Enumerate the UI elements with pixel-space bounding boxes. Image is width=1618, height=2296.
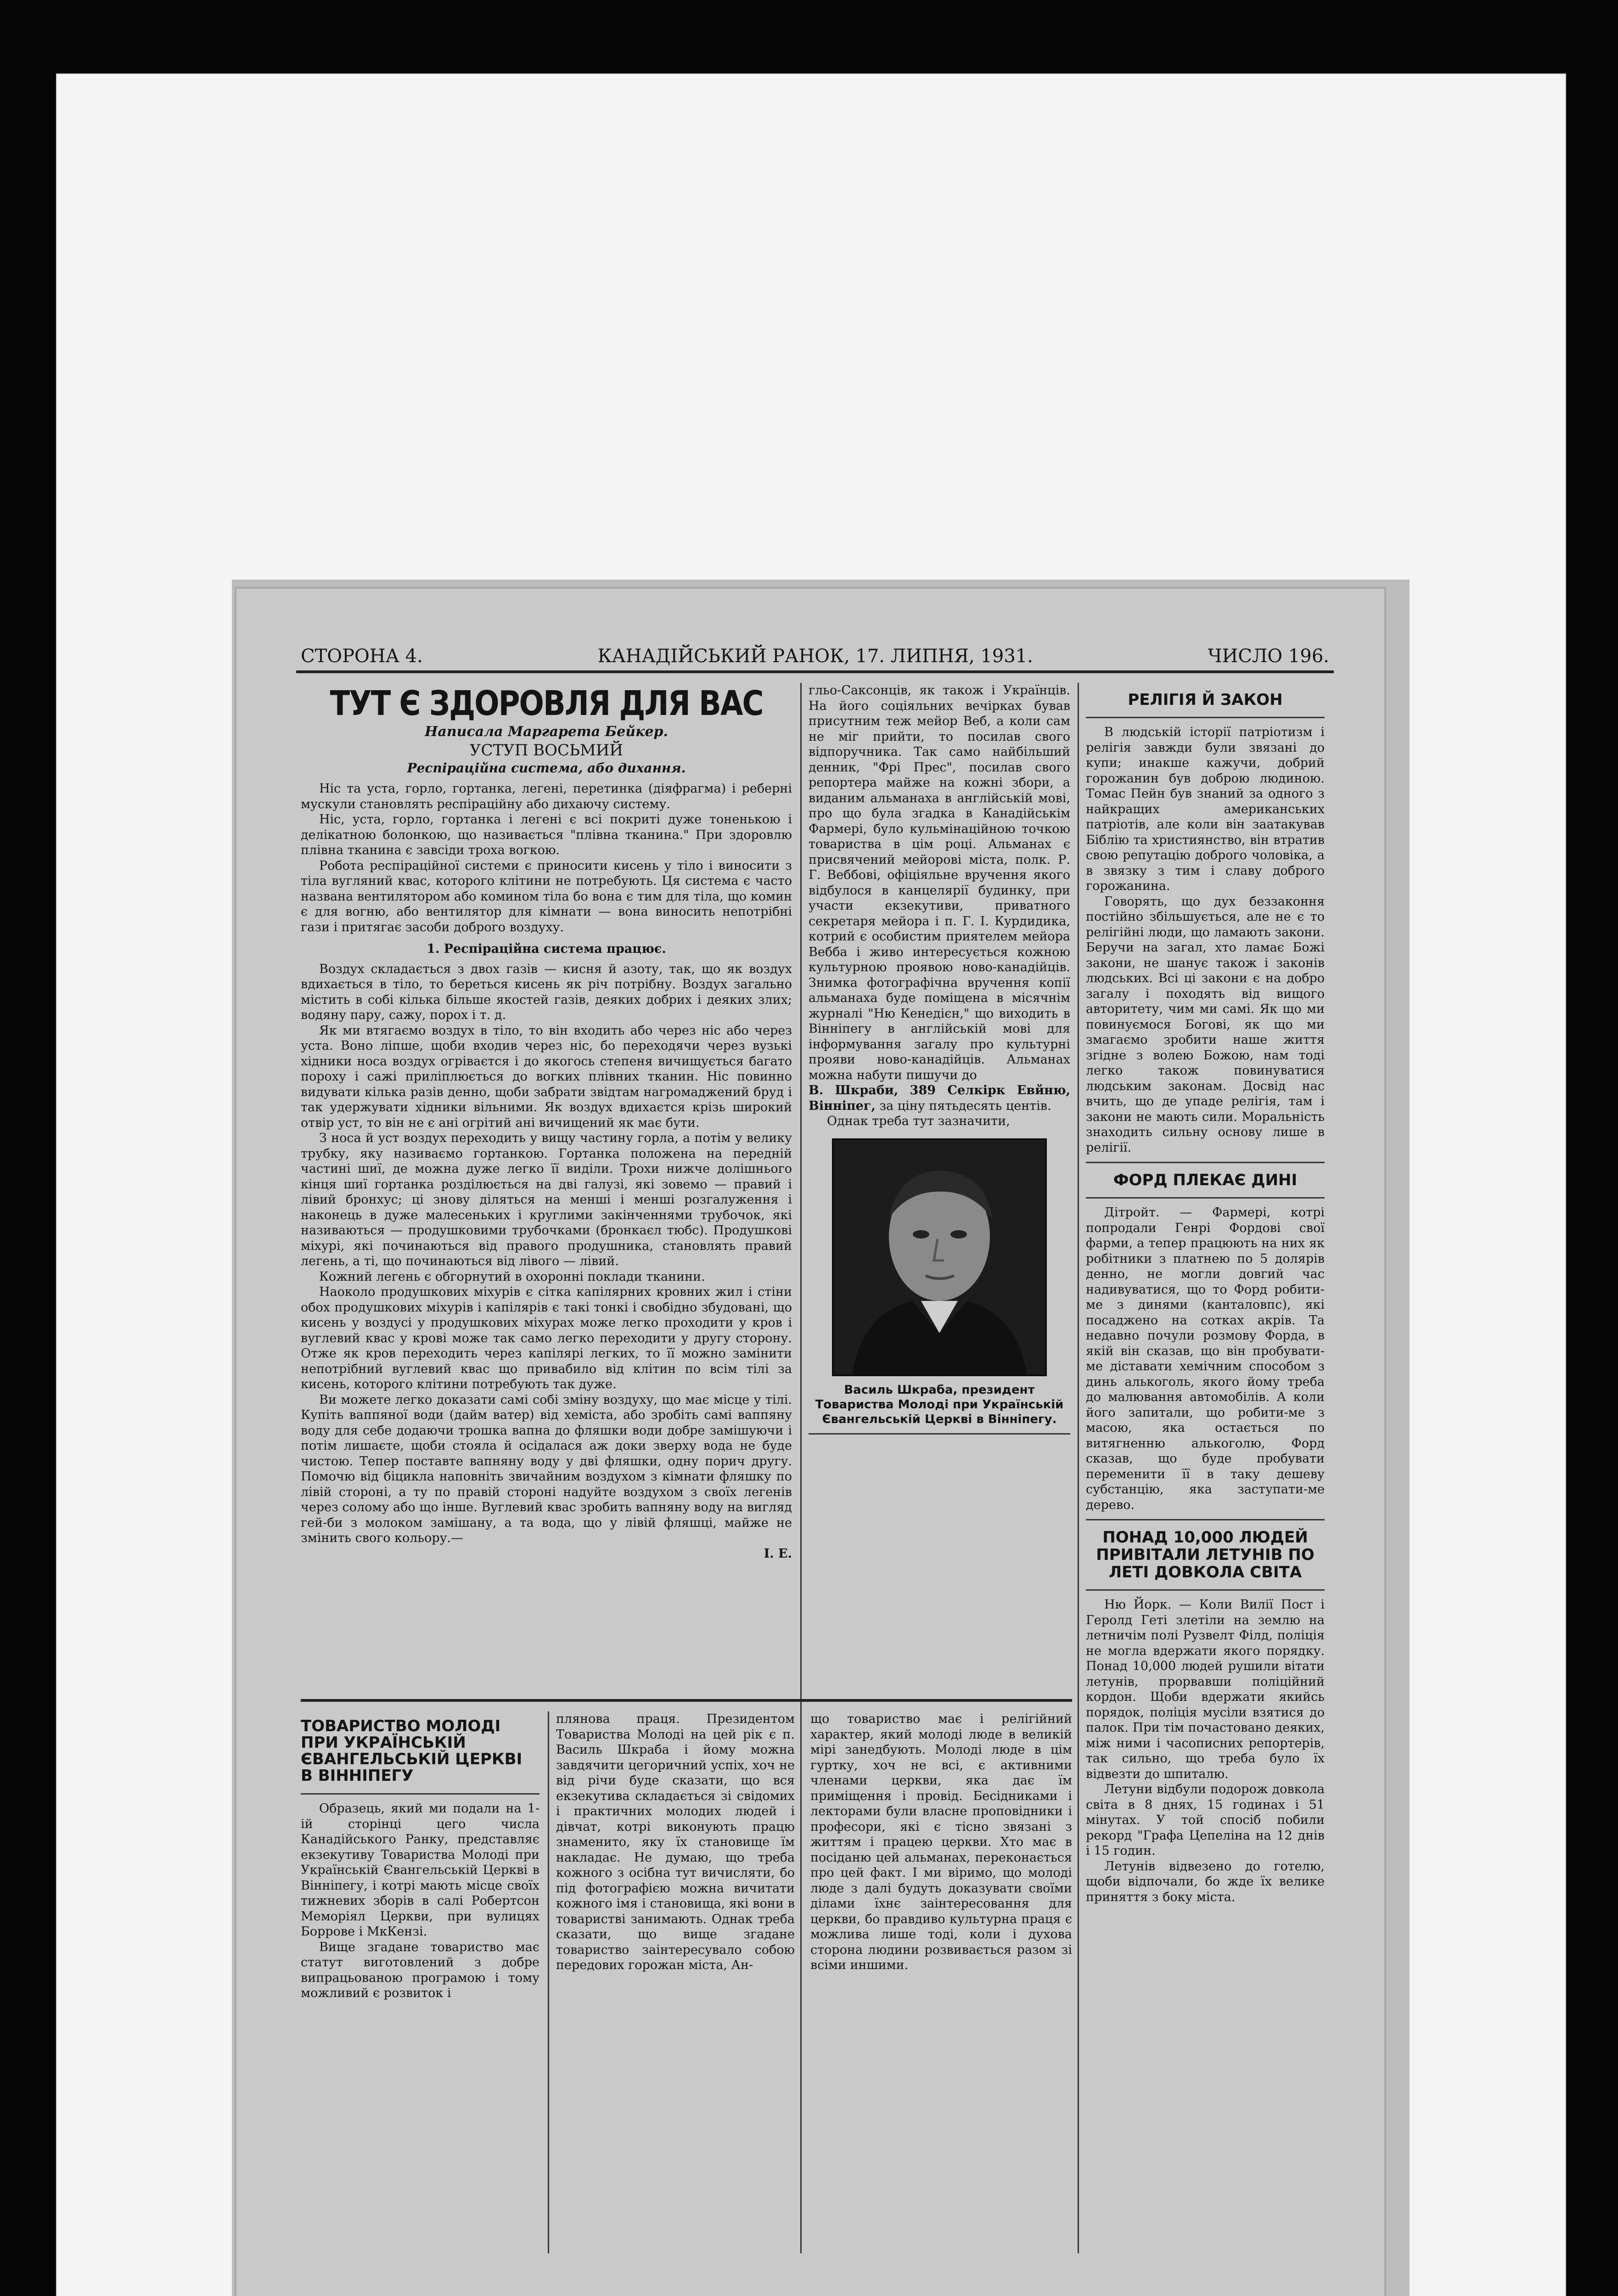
address: В. Шкраби, 389 Селкірк Евйню, Вінніпег, [809,1083,1070,1113]
portrait-photo [832,1138,1047,1376]
section-heading: 1. Респіраційна система працює. [427,942,666,956]
article-title: РЕЛІГІЯ Й ЗАКОН [1128,691,1283,709]
divider [1086,1197,1325,1199]
paragraph: Говорять, що дух беззаконня постійно збільшується, але не є то релігійні люди, що ламають закони. Беручи на загал, хто ламає Божі закони, не шанує також і законів людських. Всі ці закони є на добро загалу і походять від вищого авторитету, чим ми самі. Як що ми повинуємося Богові, як що ми змагаємо зробити наше життя згідне з волею Божою, нам тоді легко також повинуватися людським законам. Досвід нас вчить, що де упаде релігія, там і закони не мають сили. Моральність знаходить сильну основу лише в релігії. [1086,894,1325,1155]
header-rule [296,670,1334,673]
paragraph: Однак треба тут зазначити, [827,1114,1010,1128]
page-header [301,639,1329,667]
divider [1086,1162,1325,1163]
portrait-icon [834,1140,1045,1374]
column-rule [1078,683,1079,2253]
article-title: ПОНАД 10,000 ЛЮДЕЙ ПРИВІТАЛИ ЛЕТУНІВ ПО ЛЕТІ ДОВКОЛА СВІТА [1096,1528,1315,1581]
paragraph: плянова праця. Президентом Товариства Молоді на цей рік є п. Василь Шкраба і йому можна завдячити цегоричний успіх, хоч не від річи буде сказати, що вся екзекутива складається зі свідомих і практичних молодих людей і дівчат, котрі виконують працю знаменито, яку їх становище їм накладає. Не думаю, що треба кожного з осібна тут вичисляти, бо під фотографією можна вичитати кожного імя і становища, які вони в товаристві занимають. Однак треба сказати, що вище згадане товариство заінтересувало собою передових горожан міста, Ан- [556,1712,795,1972]
column-health-article [301,683,792,1561]
article-subtitle: Респіраційна система, або дихання. [407,760,686,776]
divider [809,1433,1070,1435]
society-col-1 [301,1711,539,2001]
paragraph: З носа й уст воздух переходить у вищу частину горла, а потім у велику трубку, яку називаємо гортанкою. Гортанка положена на передній частині шиї, де можна дуже легко її виділи. Трохи нижче долішнього кінця шиї гортанка розділюється на дві галузі, які зовемо — правий і лівий бронхус; ці знову діляться на менші і менші розгалуження і наконець в дуже малесеньких і круглими закінченнями трубочок, які називаються — продушковими трубочками (бронкаєл тюбс). Продушкові міхурі, які починаються від правого продушника, становлять правий легень, а ті, що починаються від лівого — лівий. [301,1131,792,1268]
column-society-continued [809,683,1070,1441]
paragraph: Ніс та уста, горло, гортанка, легені, перетинка (діяфрагма) і реберні мускули становлять респіраційну або дихаючу систему. [301,782,792,811]
divider [301,1793,539,1795]
divider [1086,1589,1325,1591]
paragraph: Наоколо продушкових міхурів є сітка капілярних кровних жил і стіни обох продушкових міхурів і капілярів є такі тонкі і свобідно збудовані, що кисень у воздусі у продушкових міхурах може легко проходити у кров і вуглевий квас у крові може так само легко переходити у другу сторону. Отже як кров переходить через капілярі легких, то її можно замінити непотрібний вуглевий квас що привабило від клітин по всім тілі за кисень, которого клітини потребують так дуже. [301,1285,792,1391]
header-issue-number: ЧИСЛО 196. [1208,646,1329,667]
society-col-2 [556,1711,795,1973]
paragraph: Кожний легень є обгорнутий в охоронні поклади тканини. [319,1269,705,1284]
paragraph: В людській історії патріотизм і релігія завжди були звязані до купи; инакше кажучи, добрий горожанин був доброю людиною. Томас Пейн був знаний за одного з найкращих американських патріотів, але коли він заатакував Біблію та християнство, він втратив свою репутацію доброго чоловіка, а в звязку з тим і славу доброго горожанина. [1086,725,1325,893]
address-tail: за ціну пятьдесять центів. [879,1098,1051,1113]
address-line [809,1083,1070,1114]
paragraph: Образець, який ми подали на 1-ій сторінці цего числа Канадійського Ранку, представляє екзекутиву Товариства Молоді при Українській Євангельській Церкві в Вінніпегу, і котрі мають місце своїх тижневих зборів в салі Робертсон Меморіял Церкви, при вулицях Боррове і МкКензі. [301,1801,539,1939]
paragraph: Ви можете легко доказати самі собі зміну воздуху, що має місце у тілі. Купіть ваппяної води (дайм ватер) від хеміста, або зробіть самі ваппяну воду для себе додаючи трошка вапна до фляшки води добре замішуючи і потім лишаєте, щоби стояла й осідалася аж доки зверху вода не буде чистою. Тепер поставте вапняну воду у дві фляшки, одну порич другу. Помочю від біцикла наповніть звичайним воздухом з кімнати фляшку по лівій стороні, а ту по правій стороні надуйте воздухом з своїх легенів через солому або що інше. Вуглевий квас зробить вапняну воду на вигляд гей-би з молоком замішану, а та вода, що у лівій фляшці, майже не змінить свого кольору.— [301,1392,792,1545]
article-part: УСТУП ВОСЬМИЙ [469,741,624,760]
newspaper-page [236,589,1384,2296]
header-masthead: КАНАДІЙСЬКИЙ РАНОК, 17. ЛИПНЯ, 1931. [597,646,1033,667]
paragraph: Летуни відбули подорож довкола світа в 8 днях, 15 годинах і 51 мінутах. У той спосіб побили рекорд "Графа Цепеліна на 12 днів і 15 годин. [1086,1782,1325,1858]
column-right [1086,683,1325,1905]
section-rule [301,1699,1072,1702]
column-rule [800,683,802,2253]
article-author: Написала Маргарета Бейкер. [425,723,668,740]
paragraph: Летунів відвезено до готелю, щоби відпочали, бо жде їх велике приняття з боку міста. [1086,1859,1325,1904]
article-title: ТОВАРИСТВО МОЛОДІ ПРИ УКРАЇНСЬКІЙ ЄВАНГЕЛЬСЬКІЙ ЦЕРКВІ В ВІННІПЕГУ [301,1717,522,1785]
paragraph: гльо-Саксонців, як також і Українців. На його соціяльних вечірках бував присутним теж мейор Веб, а коли сам не міг прийти, то посилав свого відпоручника. Так само найбільший денник, "Фрі Прес", посилав свого репортера майже на кожні збори, а виданим альманаха в англійській мові, про що була згадка в Канадійськім Фармері, було кульмінаційною точкою товариства в цім році. Альманах є присвячений мейорові міста, полк. Р. Г. Веббові, офіціяльне вручення якого відбулося в канцелярії будинку, при участи екзекутиви, приватного секретаря мейора і п. Г. І. Курдидика, котрий є особистим приятелем мейора Вебба і живо интересується кожною культурною проявою ново-канадійців. Знимка фотографічна вручення копії альманаха буде поміщена в місячнім журналі "Ню Кенедієн," що виходить в Вінніпегу в англійській мові для інформування загалу про культурні прояви ново-канадійців. Альманах можна набути пишучи до [809,683,1070,1082]
paragraph: що товариство має і релігійний характер, який молоді люде в великій мірі занедбують. Молоді люде в цім гуртку, хоч не всі, є активними членами церкви, яка дає їм приміщення і провід. Бесідниками і лекторами були власне проповідники і професори, які є тісно звязані з життям і працею церкви. Хто має в посіданю цей альманах, переконається про цей факт. І ми віримо, що молоді люде з далі будуть доказувати своїми ділами їхнє заінтересовання для церкви, бо правдиво культурна праця є можлива лише тоді, коли і духова сторона людини розвивається разом зі всіми иншими. [810,1712,1072,1972]
divider [1086,717,1325,718]
paragraph: Вище згадане товариство має статут виготовлений з добре випрацьованою програмою і тому можливий є розвиток і [301,1940,539,2000]
article-title: ТУТ Є ЗДОРОВЛЯ ДЛЯ ВАС [330,684,763,724]
paragraph: Як ми втягаємо воздух в тіло, то він входить або через ніс або через уста. Воно ліпше, щоби входив через ніс, бо переходячи через вузькі хідники носа воздух огріваєтся і до якогось степеня вичищується багато пороху і сажі приліплюється до вогких плівних тканин. Ніс повинно видувати кілька разів денно, щоби забрати звідтам нагромаджений бруд і так удержувати хідники вільними. Як воздух вдихаєтся крізь широкий отвір уст, то він не є ані огрітий ані вичищений як має бути. [301,1023,792,1130]
column-rule [548,1711,549,2253]
paragraph: Дітройт. — Фармері, котрі попродали Генрі Фордові свої фарми, а тепер працюють на них як робітники з платнею по 5 долярів денно, не могли довгий час надивуватися, що то Форд робити-ме з динями (канталовпс), які посаджено на сотках акрів. Та недавно почули розмову Форда, в якій він сказав, що він пробувати-ме діставати хемічним способом з динь алькоголь, якого йому треба до малювання автомобілів. А коли його запитали, що робити-ме з масою, яка остається по витягненню алькоголю, Форд сказав, що буде пробувати переменити її в таку дешеву субстанцію, яка заступати-ме дерево. [1086,1205,1325,1512]
article-signature: І. Е. [764,1546,792,1561]
photo-caption: Василь Шкраба, президент Товариства Молоді при Українській Євангельській Церкві в Вінніпегу. [815,1383,1064,1426]
paragraph: Ню Йорк. — Коли Вилії Пост і Геролд Гeтi злетіли на землю на летничім полі Рузвелт Філд, поліція не могла вдержати якого порядку. Понад 10,000 людей рушили вітати летунів, прорвавши поліційний кордон. Щоби вдержати якийсь порядок, поліція мусіли взятися до палок. При тім почастовано деяких, між ними і часописних репортерів, так сильно, що треба було їх відвезти до шпиталю. [1086,1598,1325,1781]
paragraph: Ніс, уста, горло, гортанка і легені є всі покриті дуже тоненькою і делікатною болонкою, що називається "плівна тканина." При здоровлю плівна тканина є завсіди троха вогкою. [301,812,792,857]
divider [1086,1519,1325,1520]
society-col-3 [810,1711,1072,1973]
paragraph: Воздух складається з двох газів — кисня й азоту, так, що як воздух вдихається в тіло, то береться кисень як річ потрібну. Воздух загально містить в собі кількa більше якостей газів, деяких добрих і деяких злих; водяну пару, сажу, порох і т. д. [301,962,792,1022]
paragraph: Робота респіраційної системи є приносити кисень у тіло і виносити з тіла вугляний квас, которого клітини не потребують. Ця система є часто названа вентилятором або комином тіла бо вона є тим для тіла, що комин є для вогню, або вентилятор для кімнати — вона виносить непотрібні гази і притягає засоби доброго воздуху. [301,858,792,934]
header-page-number: СТОРОНА 4. [301,646,423,667]
article-title: ФОРД ПЛЕКАЄ ДИНІ [1113,1171,1298,1189]
